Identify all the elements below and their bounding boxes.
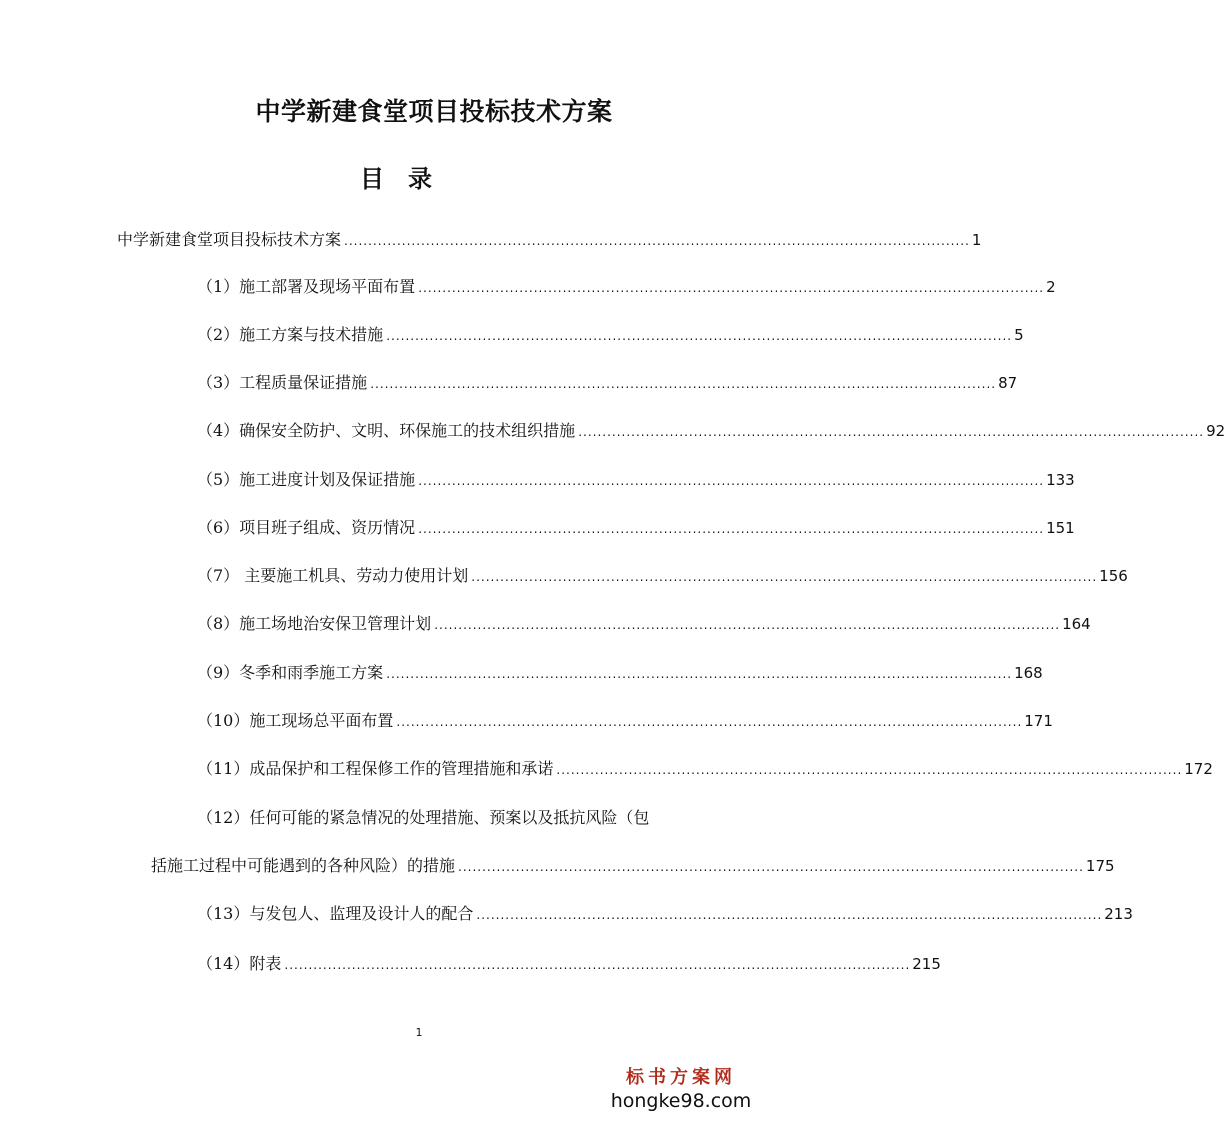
toc-entry[interactable]	[151, 853, 1115, 879]
toc-leader-dots: ..................................................................................................................................	[471, 570, 1098, 584]
toc-leader-dots: ..................................................................................................................................	[418, 281, 1045, 295]
toc-entry[interactable]	[197, 756, 1213, 782]
toc-entry[interactable]	[197, 322, 1024, 348]
toc-leader-dots: ..................................................................................................................................	[344, 234, 970, 248]
toc-entry-page: 175	[1085, 857, 1115, 875]
document-title: 中学新建食堂项目投标技术方案	[255, 97, 613, 126]
page-number: 1	[415, 1026, 423, 1039]
toc-leader-dots: ..................................................................................................................................	[418, 522, 1045, 536]
toc-leader-dots: ..................................................................................................................................	[556, 763, 1183, 777]
toc-entry-label: （1）施工部署及现场平面布置	[197, 277, 416, 296]
toc-leader-dots: ..................................................................................................................................	[458, 860, 1084, 874]
toc-entry-label: （3）工程质量保证措施	[197, 373, 368, 392]
toc-entry-label: （9）冬季和雨季施工方案	[197, 663, 384, 682]
toc-entry[interactable]	[197, 708, 1053, 734]
toc-leader-dots: ..................................................................................................................................	[418, 474, 1045, 488]
toc-entry[interactable]	[197, 467, 1075, 493]
toc-leader-dots: ..................................................................................................................................	[476, 908, 1103, 922]
toc-entry-page: 1	[971, 231, 982, 249]
toc-entry[interactable]	[197, 901, 1133, 927]
toc-entry-page: 92	[1206, 422, 1225, 440]
toc-entry-page: 164	[1062, 615, 1091, 633]
toc-heading: 目录	[360, 165, 456, 193]
toc-entry[interactable]	[197, 274, 1056, 300]
toc-entry[interactable]	[197, 611, 1091, 637]
toc-entry-label: （13）与发包人、监理及设计人的配合	[197, 904, 474, 923]
toc-entry-label: （14）附表	[197, 954, 282, 973]
toc-entry-page: 87	[998, 374, 1018, 392]
toc-leader-dots: ..................................................................................................................................	[434, 618, 1061, 632]
toc-entry-label: （5）施工进度计划及保证措施	[197, 470, 416, 489]
toc-leader-dots: ..................................................................................................................................	[578, 425, 1205, 439]
toc-entry[interactable]	[197, 563, 1128, 589]
toc-entry-label: （11）成品保护和工程保修工作的管理措施和承诺	[197, 759, 554, 778]
toc-entry-label: （8）施工场地治安保卫管理计划	[197, 614, 432, 633]
watermark-site-name: 标书方案网	[626, 1067, 736, 1088]
toc-entry-page: 171	[1024, 712, 1053, 730]
toc-entry-label: （6）项目班子组成、资历情况	[197, 518, 416, 537]
toc-entry[interactable]	[117, 227, 982, 253]
toc-entry[interactable]	[197, 951, 941, 977]
toc-entry-page: 168	[1014, 664, 1043, 682]
toc-entry[interactable]	[197, 418, 1225, 444]
toc-leader-dots: ..................................................................................................................................	[396, 715, 1023, 729]
toc-entry-page: 5	[1014, 326, 1024, 344]
toc-entry[interactable]	[197, 370, 1018, 396]
toc-entry-label: （10）施工现场总平面布置	[197, 711, 394, 730]
toc-entry-label: （7） 主要施工机具、劳动力使用计划	[197, 566, 469, 585]
toc-leader-dots: ..................................................................................................................................	[284, 958, 911, 972]
toc-entry-page: 215	[912, 955, 941, 973]
toc-entry[interactable]	[197, 660, 1043, 686]
toc-entry-page: 133	[1046, 471, 1075, 489]
toc-entry-page: 2	[1046, 278, 1056, 296]
toc-entry-page: 151	[1046, 519, 1075, 537]
toc-entry-label: （4）确保安全防护、文明、环保施工的技术组织措施	[197, 421, 576, 440]
toc-entry-page: 213	[1104, 905, 1133, 923]
toc-leader-dots: ..................................................................................................................................	[370, 377, 997, 391]
toc-entry-label: （2）施工方案与技术措施	[197, 325, 384, 344]
toc-entry-page: 156	[1099, 567, 1128, 585]
toc-entry-page: 172	[1184, 760, 1213, 778]
toc-entry-label: 括施工过程中可能遇到的各种风险）的措施	[151, 856, 456, 875]
toc-entry[interactable]	[197, 515, 1075, 541]
toc-leader-dots: ..................................................................................................................................	[386, 667, 1013, 681]
watermark	[581, 1067, 781, 1113]
toc-leader-dots: ..................................................................................................................................	[386, 329, 1013, 343]
toc-entry-label: 中学新建食堂项目投标技术方案	[117, 230, 342, 249]
watermark-url: hongke98.com	[610, 1090, 752, 1112]
toc-entry-label-line1[interactable]: （12）任何可能的紧急情况的处理措施、预案以及抵抗风险（包	[197, 808, 650, 827]
